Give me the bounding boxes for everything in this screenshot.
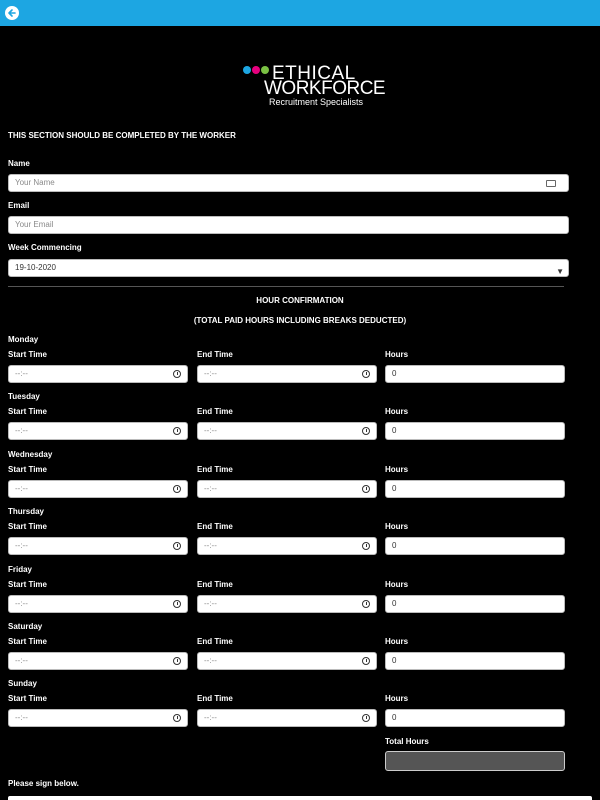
hours-label: Hours: [385, 522, 409, 531]
hours-value: 0: [392, 541, 397, 550]
hours-label: Hours: [385, 465, 409, 474]
email-input[interactable]: [8, 216, 569, 234]
clock-icon: [362, 542, 370, 550]
hours-label: Hours: [385, 350, 409, 359]
end-time-placeholder: --:--: [204, 426, 217, 435]
logo-dot-green: [261, 66, 269, 74]
end-time-placeholder: --:--: [204, 713, 217, 722]
logo-dot-pink: [252, 66, 260, 74]
clock-icon: [362, 600, 370, 608]
divider: [8, 286, 564, 287]
start-time-label: Start Time: [8, 465, 47, 474]
start-time-input-tuesday[interactable]: [8, 422, 188, 440]
hours-input-saturday[interactable]: [385, 652, 565, 670]
start-time-label: Start Time: [8, 694, 47, 703]
start-time-placeholder: --:--: [15, 426, 28, 435]
start-time-placeholder: --:--: [15, 656, 28, 665]
start-time-input-friday[interactable]: [8, 595, 188, 613]
hours-input-thursday[interactable]: [385, 537, 565, 555]
day-name-thursday: Thursday: [8, 507, 45, 516]
email-placeholder: Your Email: [15, 220, 54, 229]
hours-label: Hours: [385, 580, 409, 589]
end-time-input-friday[interactable]: [197, 595, 377, 613]
logo-dots: [242, 66, 272, 76]
start-time-input-sunday[interactable]: [8, 709, 188, 727]
sign-label: Please sign below.: [8, 779, 79, 788]
hours-label: Hours: [385, 407, 409, 416]
end-time-placeholder: --:--: [204, 369, 217, 378]
end-time-label: End Time: [197, 694, 233, 703]
clock-icon: [362, 657, 370, 665]
day-name-saturday: Saturday: [8, 622, 43, 631]
name-label: Name: [8, 159, 30, 168]
logo-line2: WORKFORCE: [264, 78, 386, 99]
hours-input-sunday[interactable]: [385, 709, 565, 727]
top-bar: [0, 0, 600, 26]
end-time-input-thursday[interactable]: [197, 537, 377, 555]
hours-input-tuesday[interactable]: [385, 422, 565, 440]
start-time-placeholder: --:--: [15, 369, 28, 378]
hours-value: 0: [392, 656, 397, 665]
start-time-label: Start Time: [8, 522, 47, 531]
clock-icon: [362, 370, 370, 378]
end-time-input-sunday[interactable]: [197, 709, 377, 727]
start-time-input-wednesday[interactable]: [8, 480, 188, 498]
hours-value: 0: [392, 426, 397, 435]
chevron-down-icon: ▼: [556, 267, 564, 276]
hours-value: 0: [392, 484, 397, 493]
end-time-label: End Time: [197, 580, 233, 589]
start-time-input-saturday[interactable]: [8, 652, 188, 670]
end-time-placeholder: --:--: [204, 484, 217, 493]
end-time-placeholder: --:--: [204, 541, 217, 550]
hours-value: 0: [392, 599, 397, 608]
day-name-wednesday: Wednesday: [8, 450, 53, 459]
logo-tagline: Recruitment Specialists: [269, 97, 364, 107]
start-time-placeholder: --:--: [15, 484, 28, 493]
back-button[interactable]: [5, 6, 19, 20]
signature-pad[interactable]: [8, 796, 592, 800]
week-value: 19-10-2020: [15, 263, 56, 272]
end-time-label: End Time: [197, 350, 233, 359]
start-time-placeholder: --:--: [15, 713, 28, 722]
start-time-label: Start Time: [8, 637, 47, 646]
clock-icon: [173, 714, 181, 722]
logo-dot-blue: [243, 66, 251, 74]
hours-title: HOUR CONFIRMATION: [256, 296, 344, 305]
hours-subtitle: (TOTAL PAID HOURS INCLUDING BREAKS DEDUCTED): [193, 316, 407, 325]
end-time-input-saturday[interactable]: [197, 652, 377, 670]
end-time-input-monday[interactable]: [197, 365, 377, 383]
hours-input-monday[interactable]: [385, 365, 565, 383]
section-heading: THIS SECTION SHOULD BE COMPLETED BY THE WORKER: [8, 131, 236, 140]
arrow-left-icon: [7, 8, 17, 18]
clock-icon: [173, 542, 181, 550]
clock-icon: [173, 657, 181, 665]
day-name-friday: Friday: [8, 565, 33, 574]
clock-icon: [173, 485, 181, 493]
start-time-input-monday[interactable]: [8, 365, 188, 383]
total-hours-field: [385, 751, 565, 771]
name-placeholder: Your Name: [15, 178, 55, 187]
end-time-placeholder: --:--: [204, 656, 217, 665]
hours-value: 0: [392, 713, 397, 722]
start-time-placeholder: --:--: [15, 599, 28, 608]
week-label: Week Commencing: [8, 243, 82, 252]
clock-icon: [173, 600, 181, 608]
hours-label: Hours: [385, 637, 409, 646]
clock-icon: [173, 370, 181, 378]
start-time-label: Start Time: [8, 407, 47, 416]
hours-label: Hours: [385, 694, 409, 703]
email-label: Email: [8, 201, 30, 210]
hours-input-wednesday[interactable]: [385, 480, 565, 498]
end-time-input-wednesday[interactable]: [197, 480, 377, 498]
hours-input-friday[interactable]: [385, 595, 565, 613]
ethical-workforce-logo: [242, 63, 386, 110]
end-time-label: End Time: [197, 465, 233, 474]
clock-icon: [173, 427, 181, 435]
end-time-input-tuesday[interactable]: [197, 422, 377, 440]
clock-icon: [362, 714, 370, 722]
week-select[interactable]: [8, 259, 569, 277]
contact-card-icon: [546, 180, 556, 187]
clock-icon: [362, 485, 370, 493]
end-time-label: End Time: [197, 522, 233, 531]
start-time-placeholder: --:--: [15, 541, 28, 550]
day-name-monday: Monday: [8, 335, 39, 344]
end-time-label: End Time: [197, 407, 233, 416]
start-time-label: Start Time: [8, 580, 47, 589]
day-name-tuesday: Tuesday: [8, 392, 40, 401]
hours-value: 0: [392, 369, 397, 378]
day-name-sunday: Sunday: [8, 679, 37, 688]
total-hours-label: Total Hours: [385, 737, 429, 746]
start-time-label: Start Time: [8, 350, 47, 359]
end-time-label: End Time: [197, 637, 233, 646]
clock-icon: [362, 427, 370, 435]
start-time-input-thursday[interactable]: [8, 537, 188, 555]
end-time-placeholder: --:--: [204, 599, 217, 608]
logo-line1: ETHICAL: [272, 63, 356, 84]
name-input[interactable]: [8, 174, 569, 192]
